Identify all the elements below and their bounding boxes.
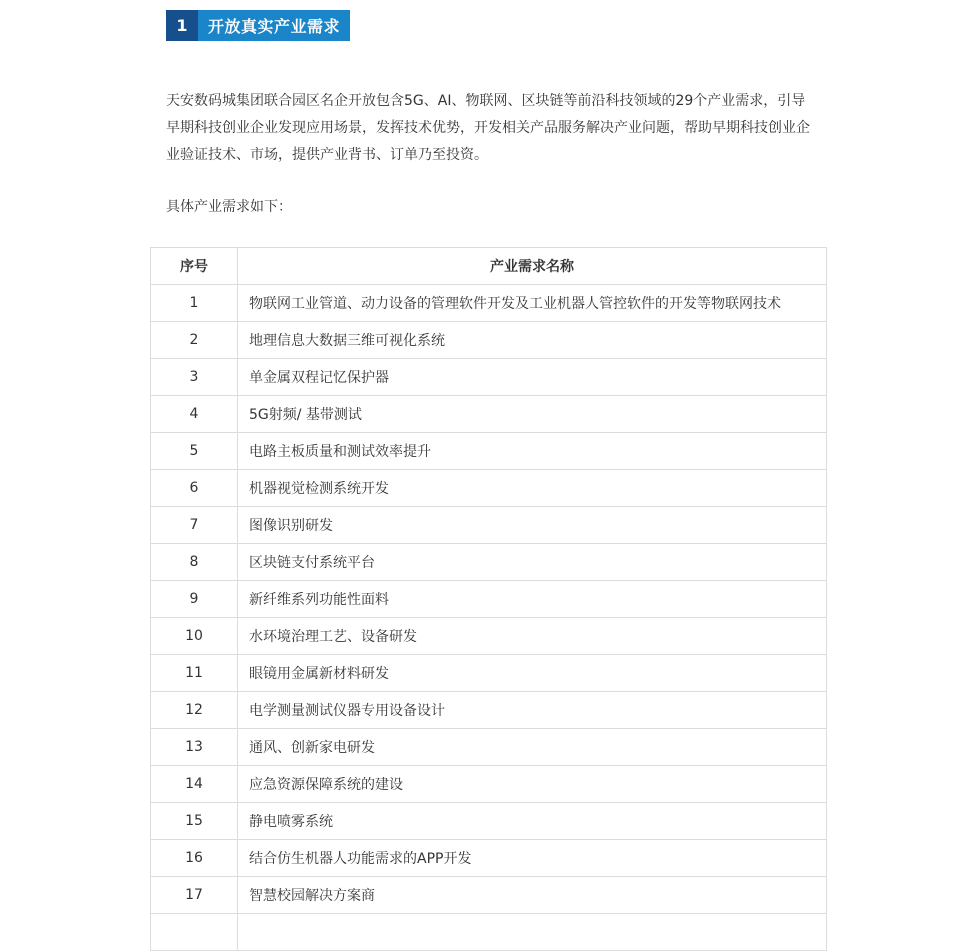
row-index: 17 (151, 877, 238, 914)
row-requirement-name: 静电喷雾系统 (238, 803, 827, 840)
table-row (151, 914, 827, 951)
row-index: 11 (151, 655, 238, 692)
row-index: 3 (151, 359, 238, 396)
row-requirement-name: 单金属双程记忆保护器 (238, 359, 827, 396)
table-row (151, 544, 827, 581)
row-requirement-name: 水环境治理工艺、设备研发 (238, 618, 827, 655)
row-index: 14 (151, 766, 238, 803)
table-row (151, 359, 827, 396)
table-row (151, 470, 827, 507)
row-index: 5 (151, 433, 238, 470)
row-index: 8 (151, 544, 238, 581)
row-index: 7 (151, 507, 238, 544)
table-row (151, 840, 827, 877)
table-row (151, 507, 827, 544)
table-body (151, 285, 827, 951)
row-requirement-name: 5G射频/ 基带测试 (238, 396, 827, 433)
header-index: 序号 (151, 248, 238, 285)
row-requirement-name: 新纤维系列功能性面料 (238, 581, 827, 618)
row-requirement-name: 机器视觉检测系统开发 (238, 470, 827, 507)
row-requirement-name: 眼镜用金属新材料研发 (238, 655, 827, 692)
table-row (151, 285, 827, 322)
row-requirement-name: 物联网工业管道、动力设备的管理软件开发及工业机器人管控软件的开发等物联网技术 (238, 285, 827, 322)
list-label: 具体产业需求如下： (166, 199, 292, 215)
requirements-table (150, 247, 827, 951)
row-index: 10 (151, 618, 238, 655)
section-title: 开放真实产业需求 (208, 17, 341, 36)
table-row (151, 729, 827, 766)
header-requirement-name: 产业需求名称 (238, 248, 827, 285)
row-requirement-name: 地理信息大数据三维可视化系统 (238, 322, 827, 359)
table-row (151, 803, 827, 840)
table-row (151, 692, 827, 729)
row-requirement-name: 图像识别研发 (238, 507, 827, 544)
table-row (151, 396, 827, 433)
row-index: 2 (151, 322, 238, 359)
row-requirement-name: 应急资源保障系统的建设 (238, 766, 827, 803)
row-index: 4 (151, 396, 238, 433)
section-number: 1 (166, 10, 198, 41)
row-requirement-name: 智慧校园解决方案商 (238, 877, 827, 914)
section-heading (166, 10, 350, 41)
row-index: 9 (151, 581, 238, 618)
row-index: 15 (151, 803, 238, 840)
intro-paragraph: 天安数码城集团联合园区名企开放包含5G、AI、物联网、区块链等前沿科技领域的29个产业需求，引导早期科技创业企业发现应用场景，发挥技术优势，开发相关产品服务解决产业问题，帮助早期科技创业企业验证技术、市场，提供产业背书、订单乃至投资。 (166, 93, 810, 163)
row-index (151, 914, 238, 951)
row-requirement-name: 区块链支付系统平台 (238, 544, 827, 581)
table-row (151, 581, 827, 618)
table-header-row (151, 248, 827, 285)
row-index: 16 (151, 840, 238, 877)
row-index: 12 (151, 692, 238, 729)
row-index: 13 (151, 729, 238, 766)
row-requirement-name: 电路主板质量和测试效率提升 (238, 433, 827, 470)
row-index: 1 (151, 285, 238, 322)
table-row (151, 655, 827, 692)
row-requirement-name: 结合仿生机器人功能需求的APP开发 (238, 840, 827, 877)
row-requirement-name (238, 914, 827, 951)
table-row (151, 877, 827, 914)
row-requirement-name: 电学测量测试仪器专用设备设计 (238, 692, 827, 729)
row-requirement-name: 通风、创新家电研发 (238, 729, 827, 766)
table-row (151, 322, 827, 359)
table-row (151, 766, 827, 803)
table-row (151, 618, 827, 655)
table-row (151, 433, 827, 470)
row-index: 6 (151, 470, 238, 507)
